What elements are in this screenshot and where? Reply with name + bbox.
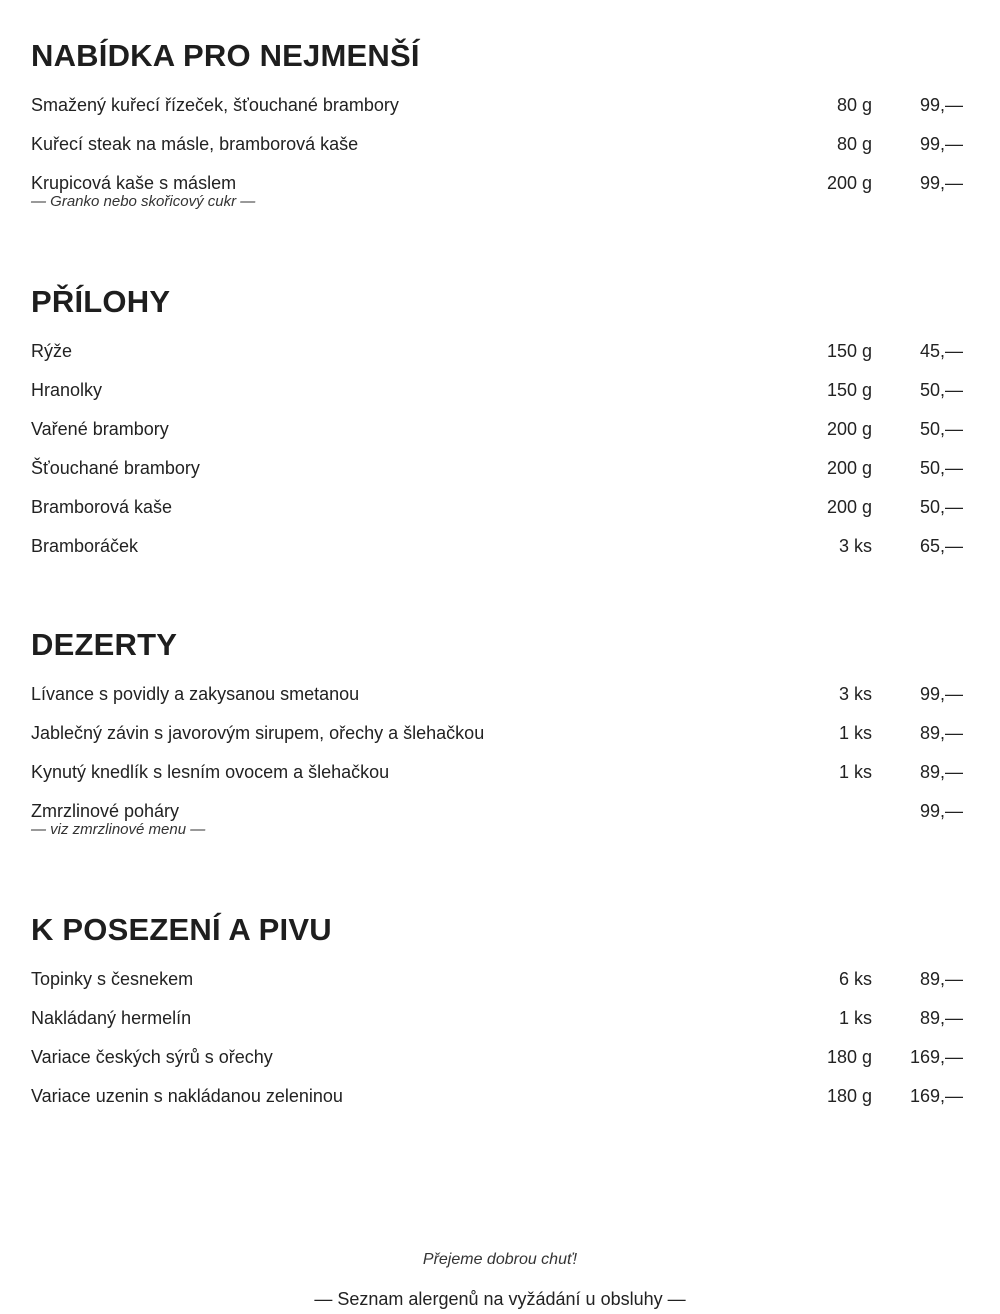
item-quantity: 1 ks <box>838 1008 872 1028</box>
item-price: 89,— <box>919 723 963 743</box>
section-title: PŘÍLOHY <box>31 284 171 319</box>
item-price: 45,— <box>919 341 963 361</box>
section-title: DEZERTY <box>31 627 178 662</box>
item-price: 50,— <box>919 458 963 478</box>
menu-item <box>31 379 963 419</box>
item-quantity: 200 g <box>826 458 872 478</box>
item-name: Lívance s povidly a zakysanou smetanou <box>31 684 360 704</box>
section-kids-menu <box>31 38 963 210</box>
menu-item <box>31 1085 963 1125</box>
menu-item <box>31 94 963 134</box>
item-name: Vařené brambory <box>31 419 169 439</box>
menu-item <box>31 968 963 1008</box>
menu-item <box>31 722 963 762</box>
item-name: Jablečný závin s javorovým sirupem, ořechy a šlehačkou <box>31 723 485 743</box>
item-name: Kynutý knedlík s lesním ovocem a šlehačkou <box>31 762 390 782</box>
section-snacks-with-beer <box>31 912 963 1106</box>
item-quantity: 180 g <box>826 1086 872 1106</box>
item-price: 50,— <box>919 419 963 439</box>
item-quantity: 80 g <box>836 134 872 154</box>
menu-item <box>31 1046 963 1086</box>
menu-item <box>31 496 963 536</box>
item-name: Variace českých sýrů s ořechy <box>31 1047 273 1067</box>
item-price: 99,— <box>919 134 963 154</box>
item-price: 89,— <box>919 762 963 782</box>
item-name: Variace uzenin s nakládanou zeleninou <box>31 1086 343 1106</box>
item-price: 169,— <box>909 1086 963 1106</box>
section-side-dishes <box>31 284 963 556</box>
menu-item <box>31 457 963 497</box>
item-name: Šťouchané brambory <box>31 458 200 478</box>
menu-item <box>31 683 963 723</box>
item-name: Topinky s česnekem <box>31 969 194 989</box>
item-quantity: 200 g <box>826 497 872 517</box>
item-quantity: 3 ks <box>838 536 872 556</box>
item-quantity: 3 ks <box>838 684 872 704</box>
item-price: 99,— <box>919 801 963 821</box>
item-name: Bramborová kaše <box>31 497 173 517</box>
item-price: 89,— <box>919 969 963 989</box>
item-name: Krupicová kaše s máslem <box>31 173 237 193</box>
footer-wish: Přejeme dobrou chuť! <box>422 1251 578 1268</box>
menu-item <box>31 761 963 801</box>
item-price: 99,— <box>919 173 963 193</box>
footer-allergens-note: — Seznam alergenů na vyžádání u obsluhy — <box>314 1289 686 1309</box>
section-title: K POSEZENÍ A PIVU <box>31 912 332 947</box>
menu-item <box>31 800 963 840</box>
item-price: 99,— <box>919 95 963 115</box>
item-quantity: 6 ks <box>838 969 872 989</box>
item-quantity: 150 g <box>826 341 872 361</box>
item-price: 50,— <box>919 380 963 400</box>
item-name: Kuřecí steak na másle, bramborová kaše <box>31 134 359 154</box>
item-quantity: 1 ks <box>838 762 872 782</box>
item-note: — viz zmrzlinové menu — <box>31 821 206 838</box>
item-price: 50,— <box>919 497 963 517</box>
menu-item <box>31 1007 963 1047</box>
section-title: NABÍDKA PRO NEJMENŠÍ <box>31 38 420 73</box>
menu-item <box>31 172 963 212</box>
item-quantity: 150 g <box>826 380 872 400</box>
section-desserts <box>31 627 963 838</box>
menu-item <box>31 535 963 575</box>
item-price: 89,— <box>919 1008 963 1028</box>
item-note: — Granko nebo skořicový cukr — <box>31 193 256 210</box>
item-name: Zmrzlinové poháry <box>31 801 180 821</box>
item-quantity: 1 ks <box>838 723 872 743</box>
item-name: Nakládaný hermelín <box>31 1008 192 1028</box>
item-quantity: 180 g <box>826 1047 872 1067</box>
item-quantity: 200 g <box>826 419 872 439</box>
item-price: 65,— <box>919 536 963 556</box>
item-name: Bramboráček <box>31 536 139 556</box>
menu-item <box>31 418 963 458</box>
item-quantity: 80 g <box>836 95 872 115</box>
item-name: Hranolky <box>31 380 103 400</box>
item-name: Smažený kuřecí řízeček, šťouchané brambory <box>31 95 399 115</box>
menu-item <box>31 133 963 173</box>
item-price: 99,— <box>919 684 963 704</box>
item-quantity: 200 g <box>826 173 872 193</box>
menu-item <box>31 340 963 380</box>
item-price: 169,— <box>909 1047 963 1067</box>
item-name: Rýže <box>31 341 73 361</box>
